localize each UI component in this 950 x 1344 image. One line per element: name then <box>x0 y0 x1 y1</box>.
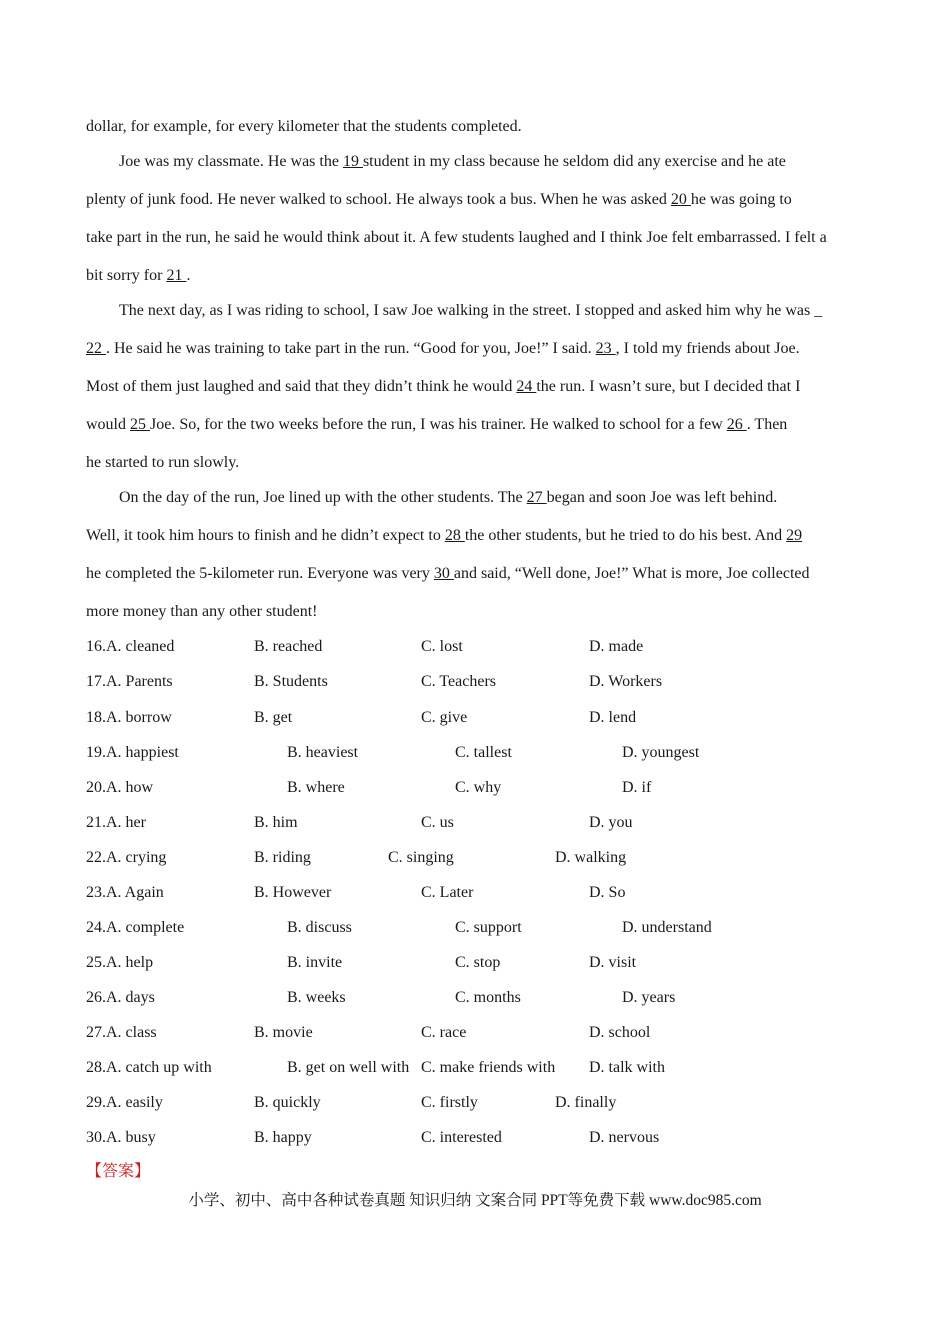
option-d: D. understand <box>622 919 712 936</box>
passage-line <box>119 488 777 508</box>
option-b: B. happy <box>254 1129 312 1146</box>
blank-29: 29 <box>786 527 803 544</box>
passage-line <box>86 415 787 435</box>
passage-line: take part in the run, he said he would think about it. A few students laughed and I think Joe felt embarrassed. I felt a <box>86 229 827 246</box>
blank-19: 19 <box>342 153 363 170</box>
option-b: B. get on well with <box>287 1059 410 1076</box>
option-b: B. Students <box>254 673 328 690</box>
option-a: 25.A. help <box>86 954 154 971</box>
text: On the day of the run, Joe lined up with the other students. The <box>119 489 527 506</box>
option-b: B. quickly <box>254 1094 321 1111</box>
option-c: C. Teachers <box>421 673 496 690</box>
option-d: D. made <box>589 638 644 655</box>
option-b: B. get <box>254 709 293 726</box>
option-a: 24.A. complete <box>86 919 185 936</box>
text: the run. I wasn’t sure, but I decided that I <box>536 378 801 395</box>
passage-line <box>86 266 190 286</box>
text: he was going to <box>690 191 792 208</box>
option-b: B. movie <box>254 1024 313 1041</box>
option-a: 26.A. days <box>86 989 155 1006</box>
option-c: C. Later <box>421 884 474 901</box>
blank-21: 21 <box>166 267 187 284</box>
blank-20: 20 <box>670 191 691 208</box>
text: Most of them just laughed and said that they didn’t think he would <box>86 378 517 395</box>
text: the other students, but he tried to do his best. And <box>464 527 787 544</box>
option-c: C. make friends with <box>421 1059 556 1076</box>
option-a: 19.A. happiest <box>86 744 179 761</box>
blank-24: 24 <box>516 378 537 395</box>
text: Joe was my classmate. He was the <box>119 153 343 170</box>
option-b: B. weeks <box>287 989 346 1006</box>
option-d: D. visit <box>589 954 637 971</box>
option-b: B. reached <box>254 638 323 655</box>
option-c: C. give <box>421 709 468 726</box>
option-c: C. tallest <box>455 744 512 761</box>
option-d: D. talk with <box>589 1059 665 1076</box>
option-a: 22.A. crying <box>86 849 167 866</box>
passage-line <box>86 564 810 584</box>
text: . Then <box>746 416 788 433</box>
passage-line <box>86 339 800 359</box>
passage-line: dollar, for example, for every kilometer that the students completed. <box>86 118 522 135</box>
blank-25: 25 <box>130 416 150 433</box>
option-a: 29.A. easily <box>86 1094 163 1111</box>
option-a: 16.A. cleaned <box>86 638 175 655</box>
text: Joe. So, for the two weeks before the run, I was his trainer. He walked to school for a few <box>150 416 727 433</box>
text: Well, it took him hours to finish and he didn’t expect to <box>86 527 445 544</box>
option-c: C. why <box>455 779 502 796</box>
option-c: C. firstly <box>421 1094 478 1111</box>
option-a: 28.A. catch up with <box>86 1059 212 1076</box>
option-c: C. lost <box>421 638 463 655</box>
text: plenty of junk food. He never walked to school. He always took a bus. When he was asked <box>86 191 671 208</box>
option-a: 27.A. class <box>86 1024 157 1041</box>
option-d: D. youngest <box>622 744 700 761</box>
blank-28: 28 <box>444 527 465 544</box>
text: and said, “Well done, Joe!” What is more, Joe collected <box>453 565 810 582</box>
option-d: D. walking <box>555 849 627 866</box>
option-a: 20.A. how <box>86 779 154 796</box>
option-c: C. months <box>455 989 521 1006</box>
option-c: C. support <box>455 919 522 936</box>
passage-line: he started to run slowly. <box>86 454 240 471</box>
option-c: C. singing <box>388 849 454 866</box>
option-d: D. Workers <box>589 673 663 690</box>
option-d: D. lend <box>589 709 637 726</box>
option-b: B. discuss <box>287 919 352 936</box>
answer-label: 【答案】 <box>86 1163 151 1180</box>
option-c: C. us <box>421 814 454 831</box>
text: . <box>186 267 191 284</box>
option-d: D. years <box>622 989 676 1006</box>
passage-line <box>86 526 802 546</box>
option-d: D. nervous <box>589 1129 660 1146</box>
option-d: D. you <box>589 814 633 831</box>
option-d: D. school <box>589 1024 651 1041</box>
option-b: B. where <box>287 779 345 796</box>
option-b: B. However <box>254 884 332 901</box>
text: began and soon Joe was left behind. <box>546 489 778 506</box>
option-a: 30.A. busy <box>86 1129 156 1146</box>
text: he completed the 5-kilometer run. Everyone was very <box>86 565 434 582</box>
option-c: C. stop <box>455 954 501 971</box>
passage-line <box>86 377 800 397</box>
text: , I told my friends about Joe. <box>615 340 800 357</box>
option-c: C. interested <box>421 1129 502 1146</box>
option-b: B. riding <box>254 849 311 866</box>
option-b: B. him <box>254 814 298 831</box>
option-b: B. heaviest <box>287 744 359 761</box>
option-d: D. So <box>589 884 626 901</box>
text: . He said he was training to take part in the run. “Good for you, Joe!” I said. <box>106 340 596 357</box>
blank-26: 26 <box>726 416 747 433</box>
text: student in my class because he seldom did any exercise and he ate <box>362 153 786 170</box>
blank-27: 27 <box>526 489 547 506</box>
passage-line <box>119 152 786 172</box>
option-a: 18.A. borrow <box>86 709 172 726</box>
option-a: 21.A. her <box>86 814 146 831</box>
blank-30: 30 <box>433 565 454 582</box>
option-d: D. if <box>622 779 652 796</box>
page-footer: 小学、初中、高中各种试卷真题 知识归纳 文案合同 PPT等免费下载 www.doc985.com <box>188 1192 762 1209</box>
passage-line: more money than any other student! <box>86 603 318 620</box>
blank-22: 22 <box>86 340 106 357</box>
passage-line <box>86 190 792 210</box>
passage-line: The next day, as I was riding to school, I saw Joe walking in the street. I stopped and asked him why he was _ <box>119 302 823 319</box>
option-a: 23.A. Again <box>86 884 164 901</box>
blank-23: 23 <box>595 340 616 357</box>
text: would <box>86 416 130 433</box>
option-c: C. race <box>421 1024 467 1041</box>
option-a: 17.A. Parents <box>86 673 173 690</box>
option-b: B. invite <box>287 954 343 971</box>
option-d: D. finally <box>555 1094 617 1111</box>
text: bit sorry for <box>86 267 167 284</box>
